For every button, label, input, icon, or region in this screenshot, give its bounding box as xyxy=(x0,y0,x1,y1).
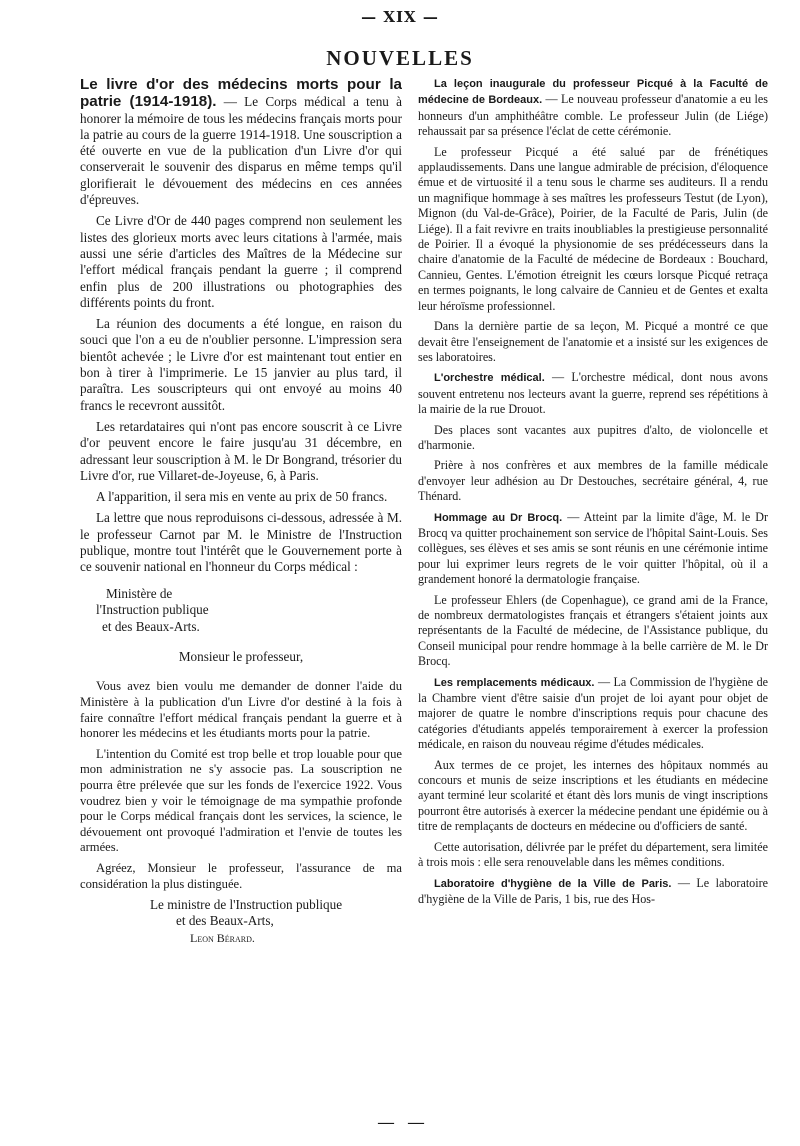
paragraph: Le professeur Picqué a été salué par de frénétiques applaudissements. Dans une langue admirable de précision, d'éloquence émue et de virtuosité il a tenu sous le charme ses auditeurs. Il a rendu un magnifique hommage à ses maîtres les professeurs Testut (de Lyon), Mignon (du Val-de-Grâce), Poirier, de la Faculté de Paris, Julin (de Liége). Il a fait revivre en traits inoubliables la prestigieuse personnalité de Poirier. Il a évoqué la physionomie de ses prédécesseurs dans la chaire d'anatomie de la Faculté de médecine de Bordeaux : Bouchard, Cannieu, Gentes. L'émotion étreignit les cœurs lorsque Picqué retraça en termes poignants, le long calvaire de Cannieu et de Gentes et exalta leur héroïsme professionnel. xyxy=(418,144,768,313)
letterhead-line: Ministère de xyxy=(106,585,173,601)
letter-salutation: Monsieur le professeur, xyxy=(178,649,304,665)
article-laboratoire xyxy=(418,876,768,908)
paragraph: Les retardataires qui n'ont pas encore souscrit à ce Livre d'or peuvent encore le faire jusqu'au 31 décembre, en adressant leur souscription à M. le Dr Bongrand, trésorier du Livre d'or, rue Villaret-de-Joyeuse, 6, à Paris. xyxy=(80,418,402,483)
footer-dash: — xyxy=(408,1114,424,1131)
paragraph: La lettre que nous reproduisons ci-dessous, adressée à M. le professeur Carnot par M. le Ministre de l'Instruction publique, montre tout l'intérêt que le Gouvernement porte à ce souvenir national en l'honneur du Corps médical : xyxy=(80,510,402,575)
paragraph: Cette autorisation, délivrée par le préfet du département, sera limitée à trois mois : elle sera renouvelable dans les mêmes conditions. xyxy=(418,839,768,870)
paragraph: Des places sont vacantes aux pupitres d'alto, de violoncelle et d'harmonie. xyxy=(418,422,768,452)
article-hommage-brocq xyxy=(418,510,768,588)
left-column xyxy=(80,76,402,1096)
article-text: — Le laboratoire d'hygiène de la Ville de Paris, 1 bis, rue des Hos- xyxy=(418,875,768,906)
letter-paragraph: L'intention du Comité est trop belle et trop louable pour que mon administration ne s'y associe pas. La souscription ne pourra être prélevée que sur les fonds de l'exercice 1922. Vous voudrez bien y voir le témoignage de ma sympathie profonde pour le Corps médical français dont les services, la science, le dévouement ont provoqué l'admiration et l'envie de toutes les armées. xyxy=(80,746,402,855)
article-heading: L'orchestre médical. xyxy=(434,372,545,385)
article-text: — La Commission de l'hygiène de la Chambre vient d'être saisie d'un projet de loi ayant pour objet de majorer de quatre le nombre d'inscriptions requis pour chacune des catégories d'étudiants appelés temporairement à exercer la profession médicale, en raison du nouveau régime d'études médicales. xyxy=(418,674,768,752)
article-livre-dor xyxy=(80,76,402,208)
letterhead xyxy=(96,586,402,636)
article-text: — L'orchestre médical, dont nous avons souvent entretenu nos lecteurs avant la guerre, reprend ses répétitions à la mairie de la rue Drouot. xyxy=(418,370,768,417)
paragraph: A l'apparition, il sera mis en vente au prix de 50 francs. xyxy=(96,489,388,505)
article-remplacements xyxy=(418,675,768,753)
article-lecon-inaugurale xyxy=(418,76,768,140)
article-text: — Le Corps médical a tenu à honorer la mémoire de tous les médecins français morts pour la patrie au cours de la guerre 1914-1918. Une souscription a été ouverte en vue de la publication d'un Livre d'or qui conserverait le souvenir des disparus en même temps qu'il glorifierait le dévouement des médecins en ces années d'épreuves. xyxy=(80,94,402,208)
letter-paragraph: Vous avez bien voulu me demander de donner l'aide du Ministère à la publication d'un Livre d'or destiné à la fois à faire connaître l'effort médical français pendant la guerre et à honorer les médecins et les étudiants morts pour la patrie. xyxy=(80,679,402,741)
article-heading: Le livre d'or des médecins morts pour la patrie (1914-1918). xyxy=(80,76,402,111)
page-number: — XIX — xyxy=(361,8,439,26)
article-heading: Laboratoire d'hygiène de la Ville de Paris. xyxy=(434,877,672,890)
signature-name: Leon Bérard. xyxy=(190,930,255,945)
article-text: — Le nouveau professeur d'anatomie a eu les honneurs d'un amphithéâtre comble. Le professeur Julin (de Liége) rehaussait par sa présence l'éclat de cette cérémonie. xyxy=(418,92,768,139)
signature-line: et des Beaux-Arts, xyxy=(176,913,274,929)
article-text: — Atteint par la limite d'âge, M. le Dr Brocq va quitter prochainement son service de l'hôpital Saint-Louis. Ses collègues, ses élèves et ses amis se sont réunis en une cérémonie intime pour lui exprimer leurs regrets de le voir quitter l'hôpital, où il a grandement honoré la dermatologie française. xyxy=(418,509,768,587)
page-title: NOUVELLES xyxy=(326,46,474,70)
letterhead-line: l'Instruction publique xyxy=(96,602,209,618)
paragraph: Aux termes de ce projet, les internes des hôpitaux nommés au concours et munis de seize inscriptions et les étudiants en médecine ayant terminé leur scolarité et étant dès lors munis de vingt inscriptions pourront être autorisés à exercer la médecine pendant une épidémie ou à titre de remplaçants de docteurs en médecine ou d'officiers de santé. xyxy=(418,757,768,834)
paragraph: La réunion des documents a été longue, en raison du souci que l'on a eu de n'oublier personne. L'impression sera bientôt achevée ; le Livre d'or est maintenant tout entier en bon à tirer à l'imprimerie. Le 15 janvier au plus tard, il paraîtra. Les souscripteurs qui ont envoyé au moins 40 francs le recevront aussitôt. xyxy=(80,316,402,413)
footer-dash: — xyxy=(378,1114,394,1131)
article-heading: La leçon inaugurale du professeur Picqué à la Faculté de médecine de Bordeaux. xyxy=(418,78,768,107)
paragraph: Ce Livre d'Or de 440 pages comprend non seulement les listes des glorieux morts avec leurs citations à l'armée, mais aussi une série d'articles des Maîtres de la Médecine sur l'effort médical français pendant la guerre ; il comprend enfin plus de 200 illustrations ou photographies des différents points du front. xyxy=(80,213,402,310)
paragraph: Le professeur Ehlers (de Copenhague), ce grand ami de la France, de nombreux dermatologistes français et étrangers s'étaient joints aux représentants de la Faculté de médecine, de l'Assistance publique, du Conseil municipal pour rendre hommage à la belle carrière de M. le Dr Brocq. xyxy=(418,592,768,669)
paragraph: Dans la dernière partie de sa leçon, M. Picqué a montré ce que devait être l'enseignement de l'anatomie et a insisté sur les exigences de ses laboratoires. xyxy=(418,319,768,364)
article-heading: Les remplacements médicaux. xyxy=(434,676,595,689)
letter-paragraph: Agréez, Monsieur le professeur, l'assurance de ma considération la plus distinguée. xyxy=(80,860,402,891)
right-column xyxy=(418,76,768,1096)
letterhead-line: et des Beaux-Arts. xyxy=(102,618,200,634)
article-heading: Hommage au Dr Brocq. xyxy=(434,511,563,524)
signature-line: Le ministre de l'Instruction publique xyxy=(150,897,343,913)
paragraph: Prière à nos confrères et aux membres de la famille médicale d'envoyer leur adhésion au Dr Destouches, secrétaire général, 4, rue Thénard. xyxy=(418,458,768,504)
article-orchestre xyxy=(418,370,768,417)
